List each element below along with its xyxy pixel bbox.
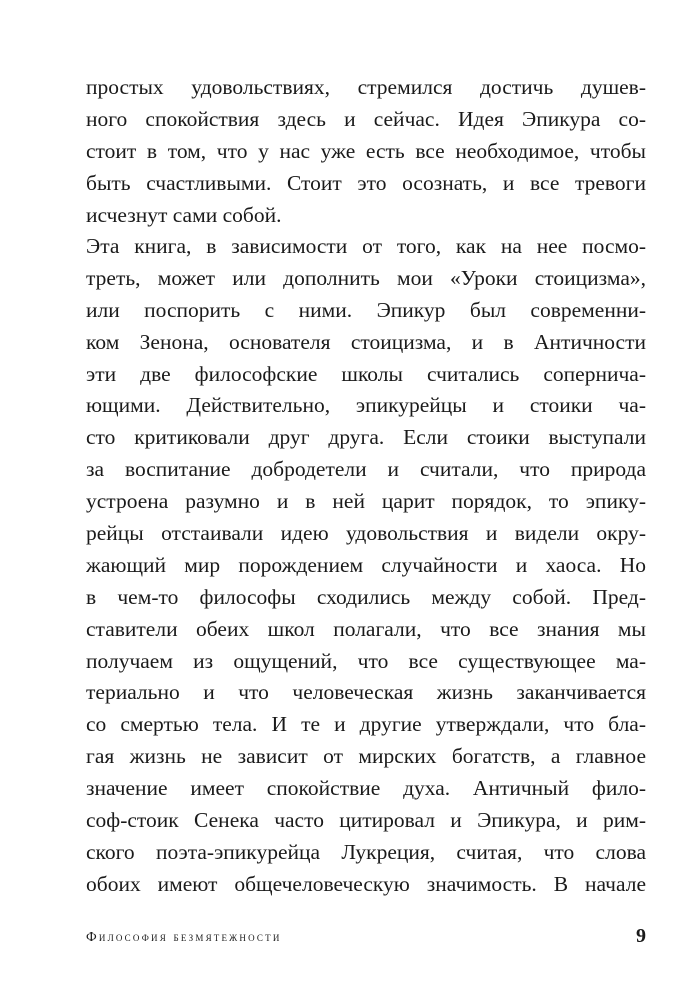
text-line: рейцы отстаивали идею удовольствия и видели окру- bbox=[86, 521, 646, 546]
text-line: стоит в том, что у нас уже есть все необходимое, чтобы bbox=[86, 138, 646, 163]
text-line: ставители обеих школ полагали, что все знания мы bbox=[86, 616, 646, 641]
paragraph-1 bbox=[86, 72, 646, 231]
text-line: Эта книга, в зависимости от того, как на нее посмо- bbox=[86, 234, 646, 258]
running-footer-title: Философия безмятежности bbox=[86, 929, 282, 944]
text-line: териально и что человеческая жизнь заканчивается bbox=[86, 680, 646, 705]
text-line: значение имеет спокойствие духа. Античный фило- bbox=[86, 776, 646, 801]
text-line: ком Зенона, основателя стоицизма, и в Античности bbox=[86, 329, 646, 354]
text-line: за воспитание добродетели и считали, что природа bbox=[86, 457, 646, 482]
text-line: обоих имеют общечеловеческую значимость. В начале bbox=[86, 871, 646, 896]
text-line: соф-стоик Сенека часто цитировал и Эпикура, и рим- bbox=[86, 808, 646, 833]
text-line: исчезнут сами собой. bbox=[86, 202, 282, 227]
text-line: в чем-то философы сходились между собой. Пред- bbox=[86, 584, 646, 609]
text-line: эти две философские школы считались сопернича- bbox=[86, 361, 646, 386]
text-line: устроена разумно и в ней царит порядок, то эпику- bbox=[86, 489, 646, 514]
text-line: гая жизнь не зависит от мирских богатств, а главное bbox=[86, 744, 646, 769]
text-line: получаем из ощущений, что все существующее ма- bbox=[86, 648, 646, 673]
text-line: жающий мир порождением случайности и хаоса. Но bbox=[86, 552, 646, 577]
text-line: со смертью тела. И те и другие утверждали, что бла- bbox=[86, 712, 646, 737]
text-line: ского поэта-эпикурейца Лукреция, считая, что слова bbox=[86, 839, 646, 864]
paragraph-2 bbox=[86, 231, 646, 901]
text-line: ного спокойствия здесь и сейчас. Идея Эпикура со- bbox=[86, 106, 646, 131]
text-line: сто критиковали друг друга. Если стоики выступали bbox=[86, 425, 646, 450]
text-line: простых удовольствиях, стремился достичь душев- bbox=[86, 75, 646, 99]
text-line: треть, может или дополнить мои «Уроки стоицизма», bbox=[86, 265, 646, 290]
text-line: ющими. Действительно, эпикурейцы и стоики ча- bbox=[86, 393, 646, 418]
text-line: быть счастливыми. Стоит это осознать, и все тревоги bbox=[86, 170, 646, 195]
page-number: 9 bbox=[636, 925, 646, 947]
text-line: или поспорить с ними. Эпикур был современни- bbox=[86, 297, 646, 322]
